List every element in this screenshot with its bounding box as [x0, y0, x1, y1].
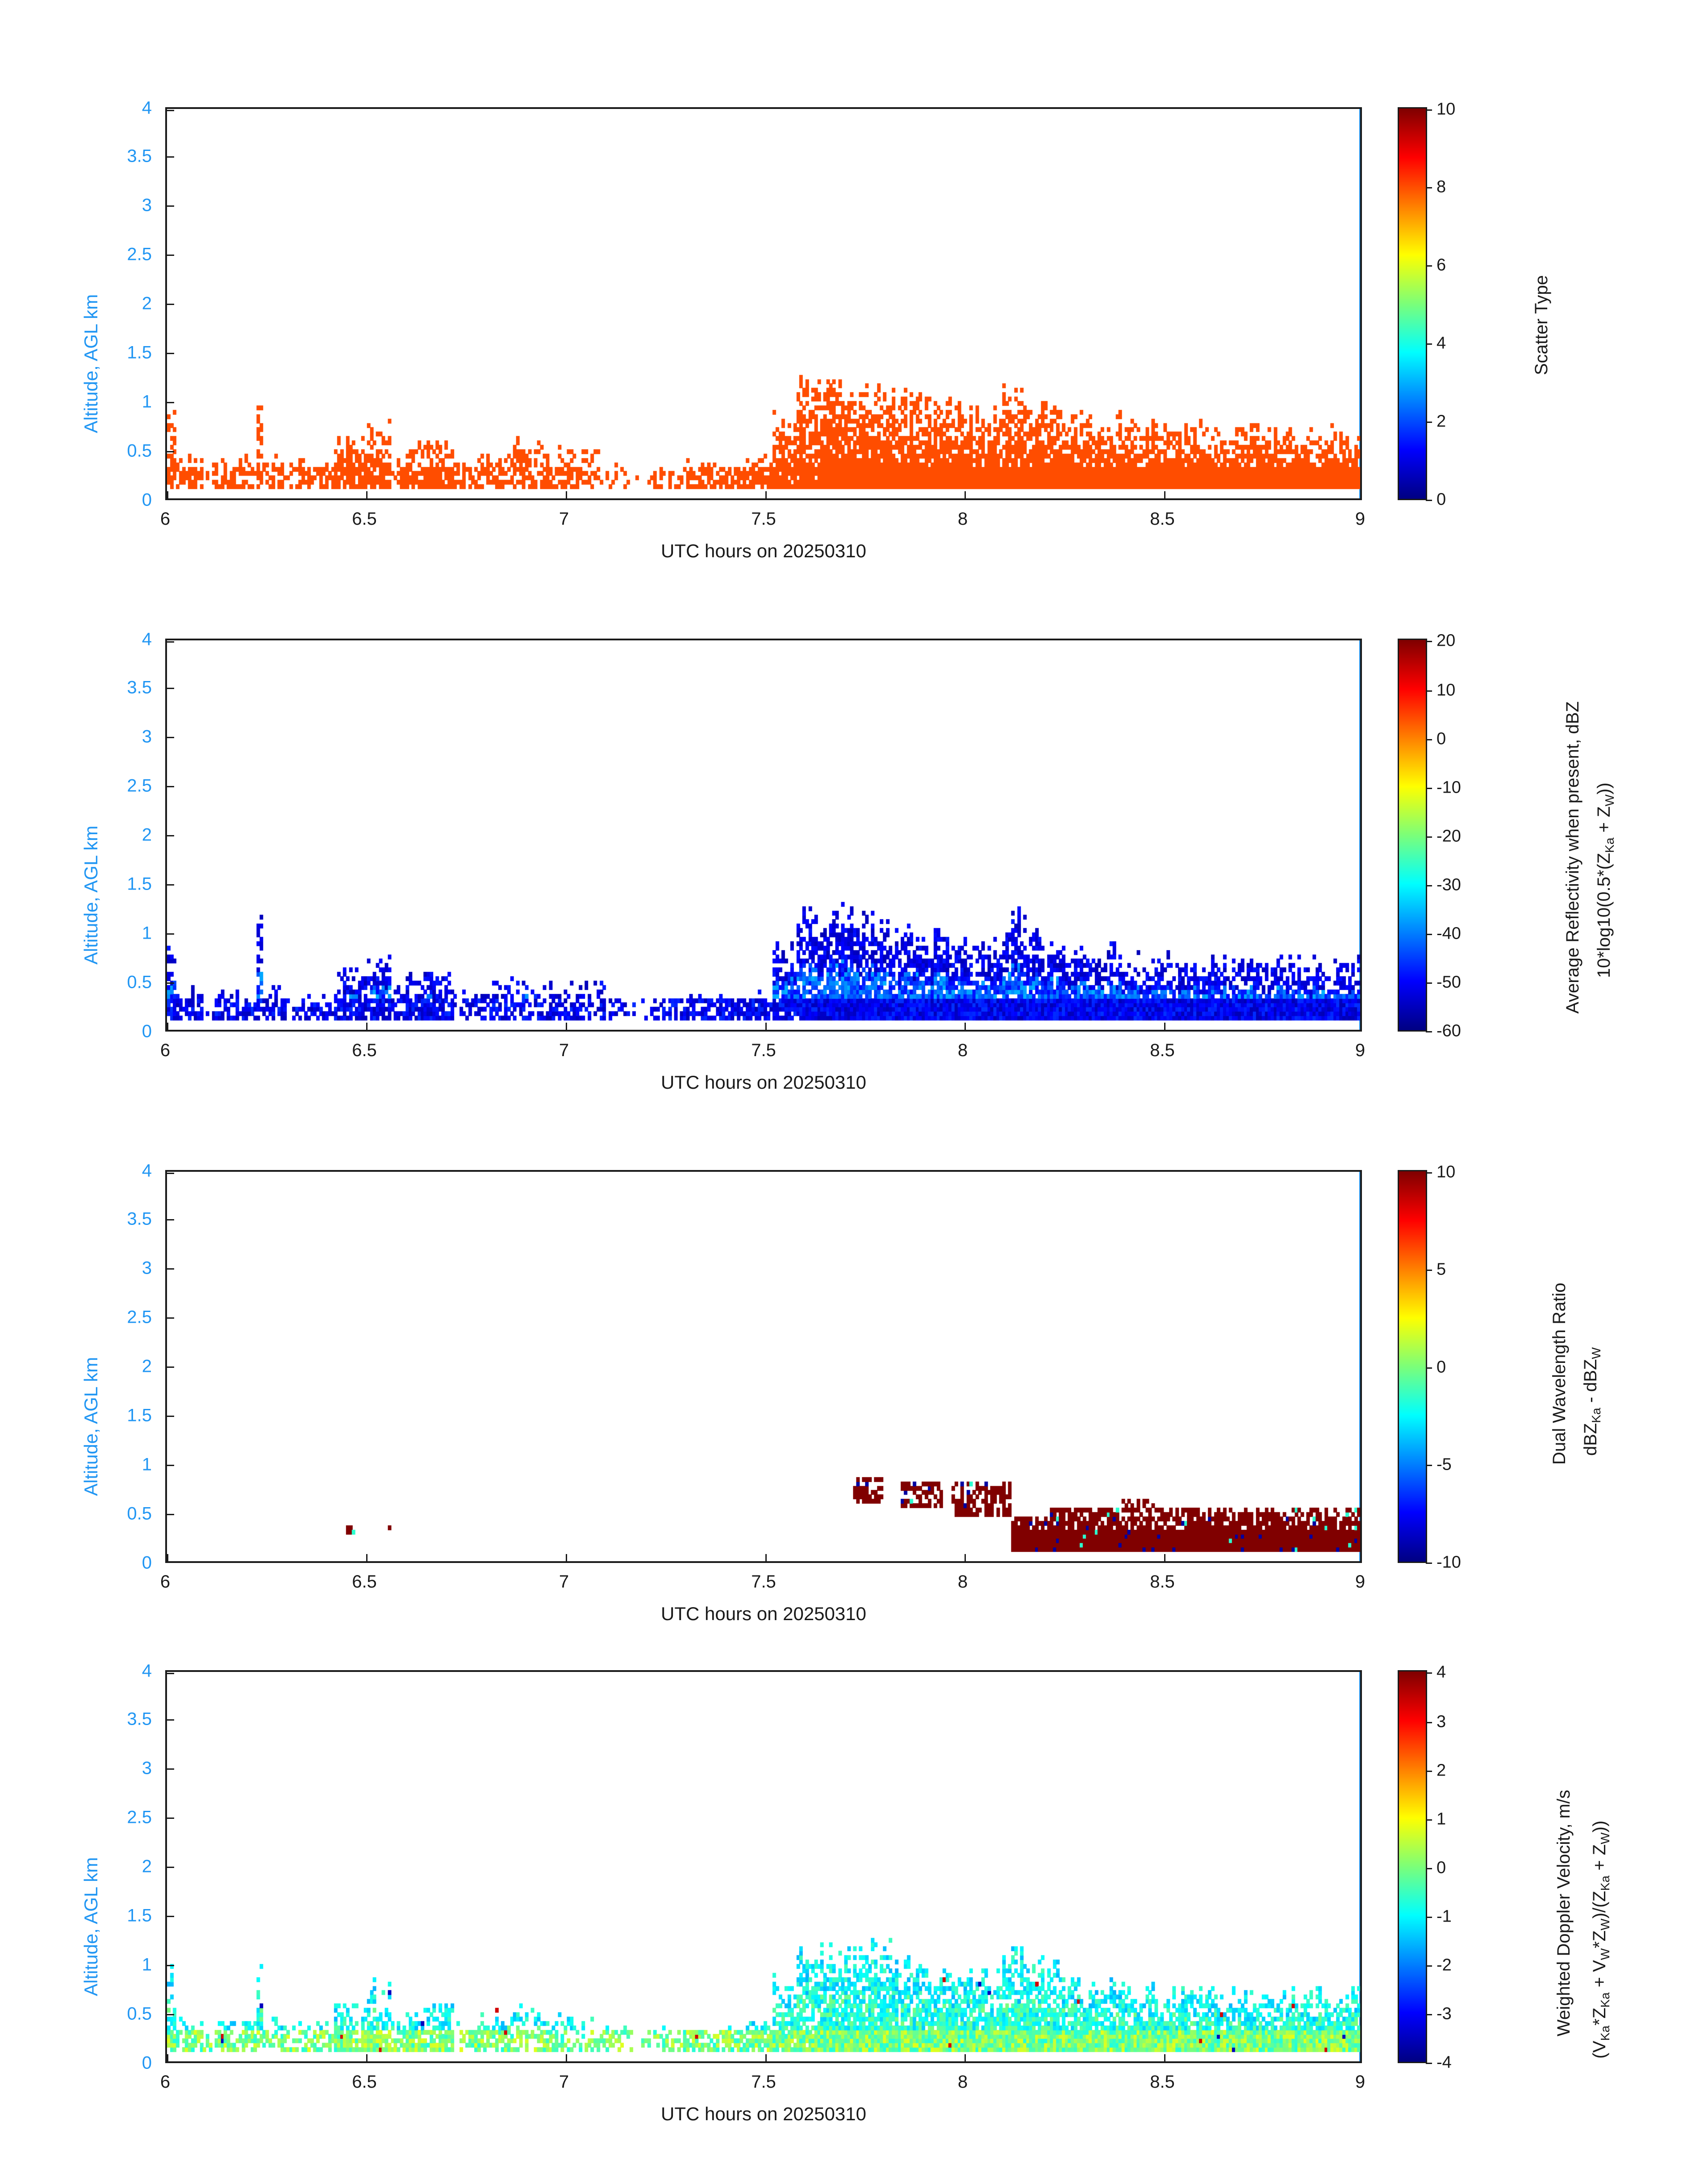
colorbar-tick-label: -50 [1437, 973, 1461, 992]
colorbar-tick-label: -5 [1437, 1455, 1452, 1474]
ytick-label: 3 [142, 1758, 152, 1778]
ytick-label: 3 [142, 1258, 152, 1278]
xtick-label: 7.5 [751, 509, 776, 529]
ytick-label: 4 [142, 629, 152, 649]
colorbar-tick-label: 4 [1437, 334, 1446, 353]
colorbar-tick-label: 0 [1437, 1858, 1446, 1877]
y-axis-label: Altitude, AGL km [80, 1357, 101, 1496]
ytick-label: 1 [142, 1955, 152, 1975]
colorbar-tick-label: -30 [1437, 875, 1461, 894]
xtick-label: 7.5 [751, 1040, 776, 1060]
colorbar-tick-label: -20 [1437, 827, 1461, 846]
colorbar-tick-label: 10 [1437, 100, 1456, 119]
ytick-label: 2.5 [127, 776, 152, 796]
colorbar-scatter-type [1398, 100, 1456, 509]
xtick-label: 8.5 [1150, 2072, 1175, 2092]
colorbar-tick-label: 6 [1437, 255, 1446, 275]
ytick-label: 2 [142, 1356, 152, 1376]
colorbar-gradient [1399, 640, 1426, 1030]
ytick-label: 1 [142, 1454, 152, 1475]
plot-area-dual-wavelength-ratio [165, 1170, 1362, 1563]
xtick-label: 6 [160, 509, 171, 529]
ytick-label: 3.5 [127, 146, 152, 166]
colorbar-tick-label: 1 [1437, 1809, 1446, 1829]
ytick-label: 3.5 [127, 1209, 152, 1229]
xtick-label: 8 [957, 1572, 968, 1592]
plot-area-average-reflectivity [165, 639, 1362, 1032]
xtick-label: 7 [559, 1572, 569, 1592]
ytick-label: 4 [142, 1161, 152, 1181]
xtick-label: 6.5 [352, 1572, 377, 1592]
panel-weighted-doppler-velocity [0, 1643, 1708, 2170]
x-axis-label: UTC hours on 20250310 [661, 540, 866, 561]
x-axis-label: UTC hours on 20250310 [661, 1603, 866, 1624]
x-axis-label: UTC hours on 20250310 [661, 1072, 866, 1093]
colorbar-tick-label: -4 [1437, 2053, 1452, 2072]
heatmap-average-reflectivity [167, 640, 1360, 1030]
ytick-label: 4 [142, 1661, 152, 1681]
xtick-label: 9 [1355, 1040, 1366, 1060]
y-axis-label: Altitude, AGL km [80, 1857, 101, 1996]
colorbar-tick-label: 0 [1437, 1358, 1446, 1377]
ytick-label: 0 [142, 490, 152, 510]
colorbar-gradient [1399, 109, 1426, 499]
xtick-label: 8 [957, 509, 968, 529]
ytick-label: 1 [142, 923, 152, 943]
xtick-label: 7 [559, 1040, 569, 1060]
ytick-label: 3.5 [127, 1709, 152, 1729]
colorbar-weighted-doppler-velocity [1398, 1663, 1452, 2072]
ytick-label: 2 [142, 825, 152, 845]
ytick-label: 0 [142, 2053, 152, 2073]
panel-dual-wavelength-ratio [0, 1143, 1708, 1670]
colorbar-dual-wavelength-ratio [1398, 1162, 1461, 1572]
ytick-label: 0.5 [127, 972, 152, 992]
colorbar-title-average-reflectivity-line2: $10*\log 10(0.5*(Z_{Ka} + Z_W))$ [1594, 782, 1616, 978]
y-axis-label: Altitude, AGL km [80, 294, 101, 433]
ytick-label: 2.5 [127, 1807, 152, 1827]
xtick-label: 7.5 [751, 1572, 776, 1592]
heatmap-scatter-type [167, 109, 1360, 498]
xtick-label: 6.5 [352, 509, 377, 529]
xtick-label: 9 [1355, 1572, 1366, 1592]
xtick-label: 7 [559, 509, 569, 529]
plot-area-weighted-doppler-velocity [165, 1670, 1362, 2063]
ytick-label: 0 [142, 1553, 152, 1573]
colorbar-title-wdv-line1: Weighted Doppler Velocity, m/s [1554, 1789, 1574, 2036]
xtick-label: 7.5 [751, 2072, 776, 2092]
colorbar-gradient [1399, 1671, 1426, 2062]
ytick-label: 1.5 [127, 874, 152, 894]
xtick-label: 6.5 [352, 2072, 377, 2092]
ytick-label: 0 [142, 1021, 152, 1041]
colorbar-title-dwr-line1: Dual Wavelength Ratio [1549, 1283, 1569, 1465]
colorbar-title-scatter-type: Scatter Type [1532, 275, 1551, 375]
ytick-label: 2.5 [127, 244, 152, 264]
xtick-label: 8 [957, 2072, 968, 2092]
x-axis-label: UTC hours on 20250310 [661, 2103, 866, 2124]
colorbar-tick-label: 2 [1437, 412, 1446, 431]
colorbar-tick-label: 0 [1437, 729, 1446, 748]
xtick-label: 9 [1355, 2072, 1366, 2092]
colorbar-tick-label: 3 [1437, 1712, 1446, 1731]
ytick-label: 3 [142, 195, 152, 215]
colorbar-tick-label: 20 [1437, 631, 1456, 650]
ytick-label: 2 [142, 1856, 152, 1876]
xtick-label: 6 [160, 1572, 171, 1592]
xtick-label: 8.5 [1150, 1040, 1175, 1060]
colorbar-tick-label: 2 [1437, 1761, 1446, 1780]
xtick-label: 9 [1355, 509, 1366, 529]
ytick-label: 4 [142, 98, 152, 118]
colorbar-tick-label: -3 [1437, 2004, 1452, 2023]
colorbar-tick-label: 4 [1437, 1663, 1446, 1682]
ytick-label: 1.5 [127, 1905, 152, 1926]
xtick-label: 6.5 [352, 1040, 377, 1060]
colorbar-title-average-reflectivity-line1: Average Reflectivity when present, dBZ [1563, 701, 1583, 1014]
ytick-label: 2.5 [127, 1307, 152, 1327]
colorbar-tick-label: -40 [1437, 924, 1461, 943]
ytick-label: 3.5 [127, 677, 152, 698]
xtick-label: 7 [559, 2072, 569, 2092]
xtick-label: 8 [957, 1040, 968, 1060]
xtick-label: 6 [160, 2072, 171, 2092]
colorbar-title-wdv-line2: $(V_{Ka}*Z_{Ka} + V_W*Z_W)/(Z_{Ka} + Z_W)$) [1590, 1820, 1612, 2059]
plot-area-scatter-type [165, 107, 1362, 500]
panel-average-reflectivity [0, 612, 1708, 1139]
xtick-label: 8.5 [1150, 1572, 1175, 1592]
colorbar-tick-label: -1 [1437, 1907, 1452, 1926]
colorbar-tick-label: -10 [1437, 1553, 1461, 1572]
ytick-label: 1.5 [127, 343, 152, 363]
colorbar-tick-label: 5 [1437, 1260, 1446, 1279]
colorbar-gradient [1399, 1171, 1426, 1562]
colorbar-tick-label: -10 [1437, 778, 1461, 797]
y-axis-label: Altitude, AGL km [80, 825, 101, 965]
heatmap-dual-wavelength-ratio [167, 1172, 1360, 1561]
ytick-label: 1 [142, 392, 152, 412]
heatmap-weighted-doppler-velocity [167, 1672, 1360, 2061]
panel-scatter-type [0, 80, 1708, 607]
xtick-label: 8.5 [1150, 509, 1175, 529]
ytick-label: 0.5 [127, 441, 152, 461]
ytick-label: 2 [142, 293, 152, 313]
colorbar-tick-label: 8 [1437, 177, 1446, 196]
ytick-label: 0.5 [127, 1504, 152, 1524]
xtick-label: 6 [160, 1040, 171, 1060]
colorbar-average-reflectivity [1398, 631, 1461, 1040]
colorbar-tick-label: -60 [1437, 1021, 1461, 1040]
colorbar-tick-label: 0 [1437, 490, 1446, 509]
colorbar-tick-label: -2 [1437, 1956, 1452, 1975]
ytick-label: 1.5 [127, 1405, 152, 1425]
colorbar-tick-label: 10 [1437, 681, 1456, 700]
ytick-label: 0.5 [127, 2004, 152, 2024]
ytick-label: 3 [142, 727, 152, 747]
colorbar-tick-label: 10 [1437, 1162, 1456, 1182]
colorbar-title-dwr-line2: dBZ$_{Ka}$ - dBZ$_W$ [1581, 1347, 1603, 1456]
